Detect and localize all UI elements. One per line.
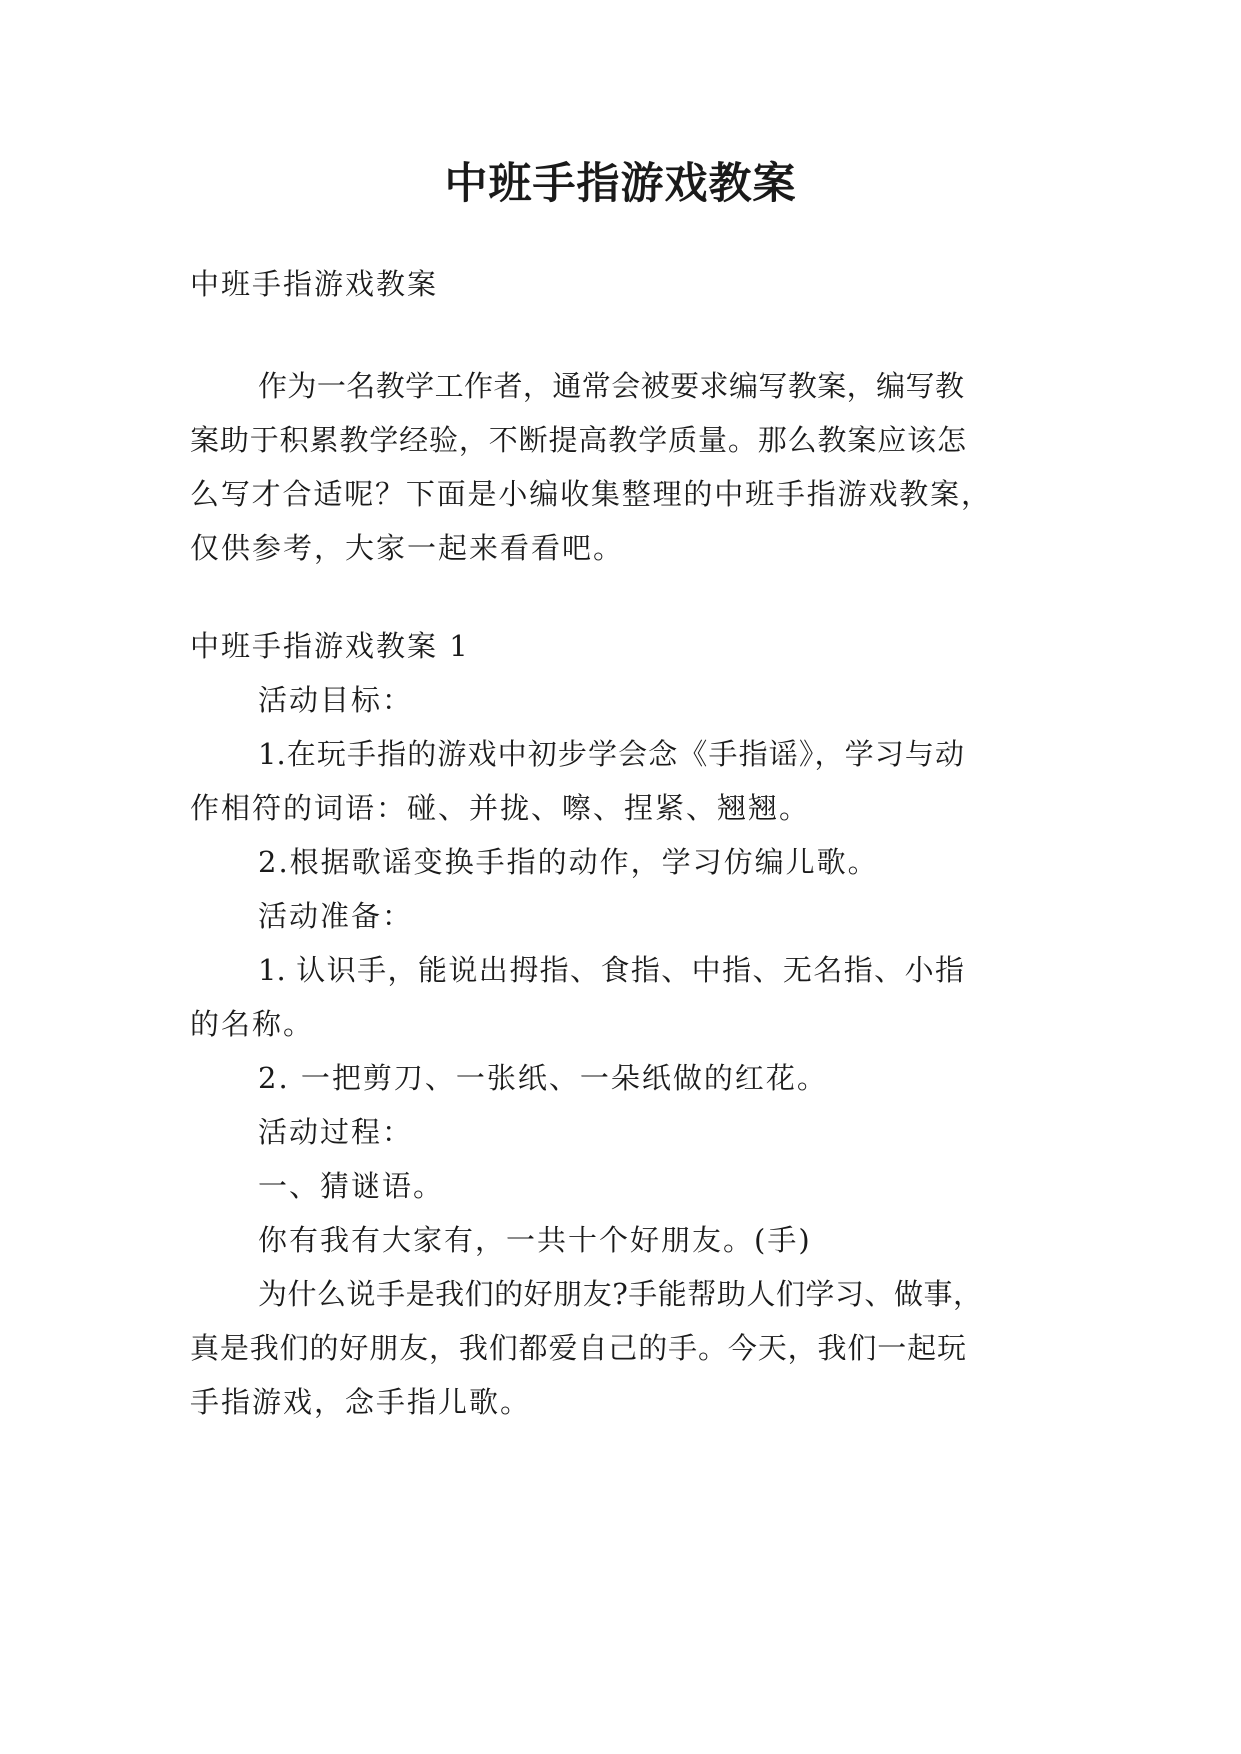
intro-line-4: 仅供参考，大家一起来看看吧。 (190, 531, 625, 565)
intro-line-3: 么写才合适呢？下面是小编收集整理的中班手指游戏教案， (190, 477, 990, 511)
document-subtitle: 中班手指游戏教案 (190, 267, 439, 301)
goal2: 2.根据歌谣变换手指的动作，学习仿编儿歌。 (258, 845, 879, 879)
intro-line-1: 作为一名教学工作者，通常会被要求编写教案，编写教 (258, 369, 964, 403)
explain-line-2: 真是我们的好朋友，我们都爱自己的手。今天，我们一起玩 (190, 1331, 966, 1365)
document-title: 中班手指游戏教案 (444, 159, 797, 209)
intro-line-2: 案助于积累教学经验，不断提高教学质量。那么教案应该怎 (190, 423, 966, 457)
prep1-line-1: 1. 认识手，能说出拇指、食指、中指、无名指、小指 (258, 953, 964, 987)
prep2: 2. 一把剪刀、一张纸、一朵纸做的红花。 (258, 1061, 828, 1095)
goal1-line-1: 1.在玩手指的游戏中初步学会念《手指谣》，学习与动 (258, 737, 964, 771)
step1-heading: 一、猜谜语。 (258, 1169, 445, 1203)
explain-line-3: 手指游戏，念手指儿歌。 (190, 1385, 532, 1419)
explain-line-1: 为什么说手是我们的好朋友?手能帮助人们学习、做事， (258, 1277, 982, 1311)
section-heading: 中班手指游戏教案 1 (190, 629, 470, 663)
riddle-text: 你有我有大家有，一共十个好朋友。(手) (258, 1223, 812, 1257)
process-label: 活动过程： (258, 1115, 414, 1149)
prep-label: 活动准备： (258, 899, 414, 933)
goal1-line-2: 作相符的词语：碰、并拢、嚓、捏紧、翘翘。 (190, 791, 811, 825)
goal-label: 活动目标： (258, 683, 414, 717)
prep1-line-2: 的名称。 (190, 1007, 315, 1041)
